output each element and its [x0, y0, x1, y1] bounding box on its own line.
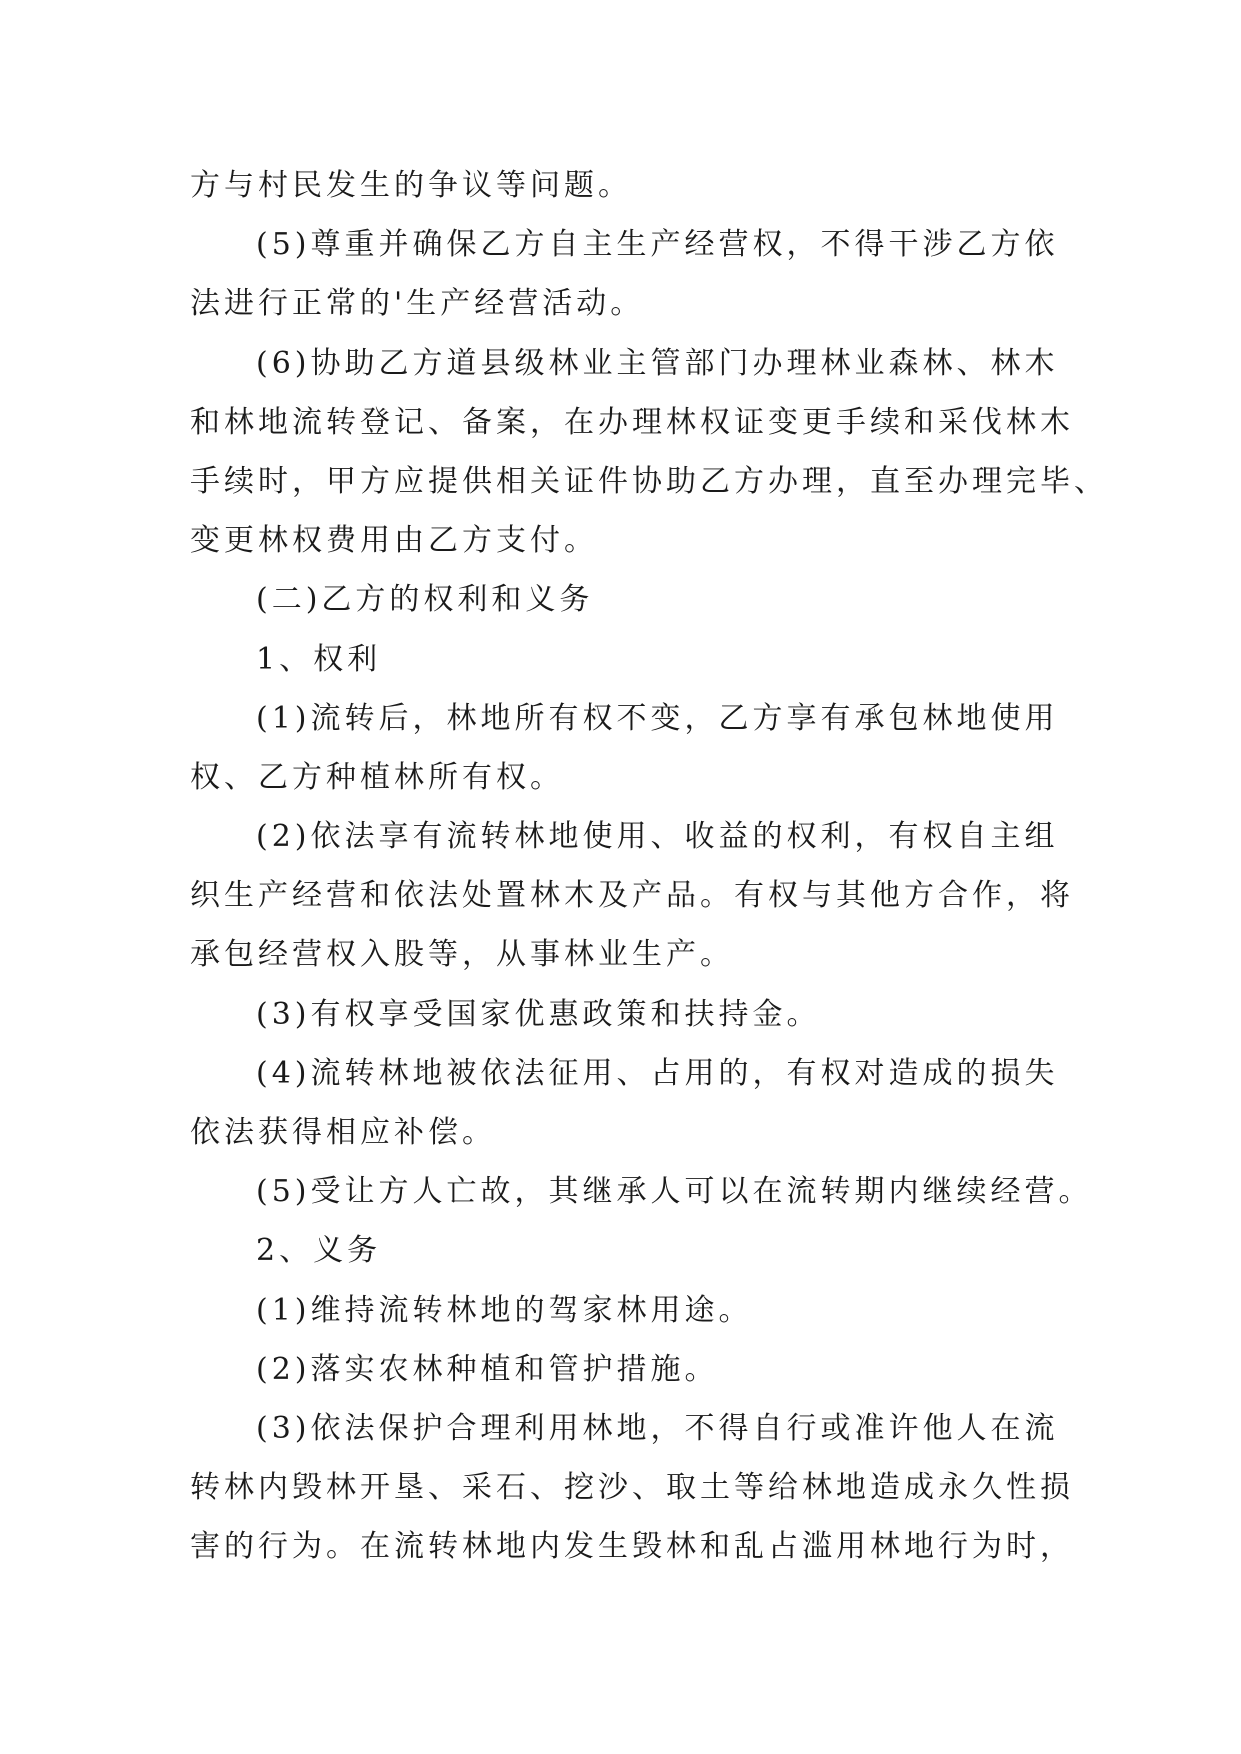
text-line: 权、乙方种植林所有权。 [190, 759, 564, 795]
text-line: (3)依法保护合理利用林地，不得自行或准许他人在流 [256, 1410, 1059, 1446]
subsection-heading: 1、权利 [256, 641, 382, 677]
text-line: 承包经营权入股等，从事林业生产。 [190, 937, 734, 973]
text-line: 害的行为。在流转林地内发生毁林和乱占滥用林地行为时， [190, 1529, 1074, 1565]
text-line: (5)受让方人亡故，其继承人可以在流转期内继续经营。 [256, 1174, 1093, 1210]
text-line: (3)有权享受国家优惠政策和扶持金。 [256, 996, 821, 1032]
subsection-heading: 2、义务 [256, 1233, 382, 1269]
text-line: (2)落实农林种植和管护措施。 [256, 1351, 719, 1387]
text-line: 变更林权费用由乙方支付。 [190, 523, 598, 559]
text-line: 手续时，甲方应提供相关证件协助乙方办理，直至办理完毕、 [190, 463, 1108, 499]
text-line: 和林地流转登记、备案，在办理林权证变更手续和采伐林木 [190, 404, 1074, 440]
text-line: (4)流转林地被依法征用、占用的，有权对造成的损失 [256, 1055, 1059, 1091]
text-line: (5)尊重并确保乙方自主生产经营权，不得干涉乙方依 [256, 227, 1059, 263]
section-heading: (二)乙方的权利和义务 [256, 582, 594, 618]
text-line: (6)协助乙方道县级林业主管部门办理林业森林、林木 [256, 345, 1059, 381]
text-line: 转林内毁林开垦、采石、挖沙、取土等给林地造成永久性损 [190, 1470, 1074, 1506]
text-line: 依法获得相应补偿。 [190, 1115, 496, 1150]
text-line: 织生产经营和依法处置林木及产品。有权与其他方合作，将 [190, 878, 1074, 914]
document-body [190, 156, 1108, 1577]
text-line: 方与村民发生的争议等问题。 [190, 168, 632, 203]
text-line: (1)流转后，林地所有权不变，乙方享有承包林地使用 [256, 700, 1059, 736]
text-line: (1)维持流转林地的驾家林用途。 [256, 1292, 753, 1328]
text-line: 法进行正常的'生产经营活动。 [190, 286, 645, 322]
text-line: (2)依法享有流转林地使用、收益的权利，有权自主组 [256, 819, 1059, 855]
